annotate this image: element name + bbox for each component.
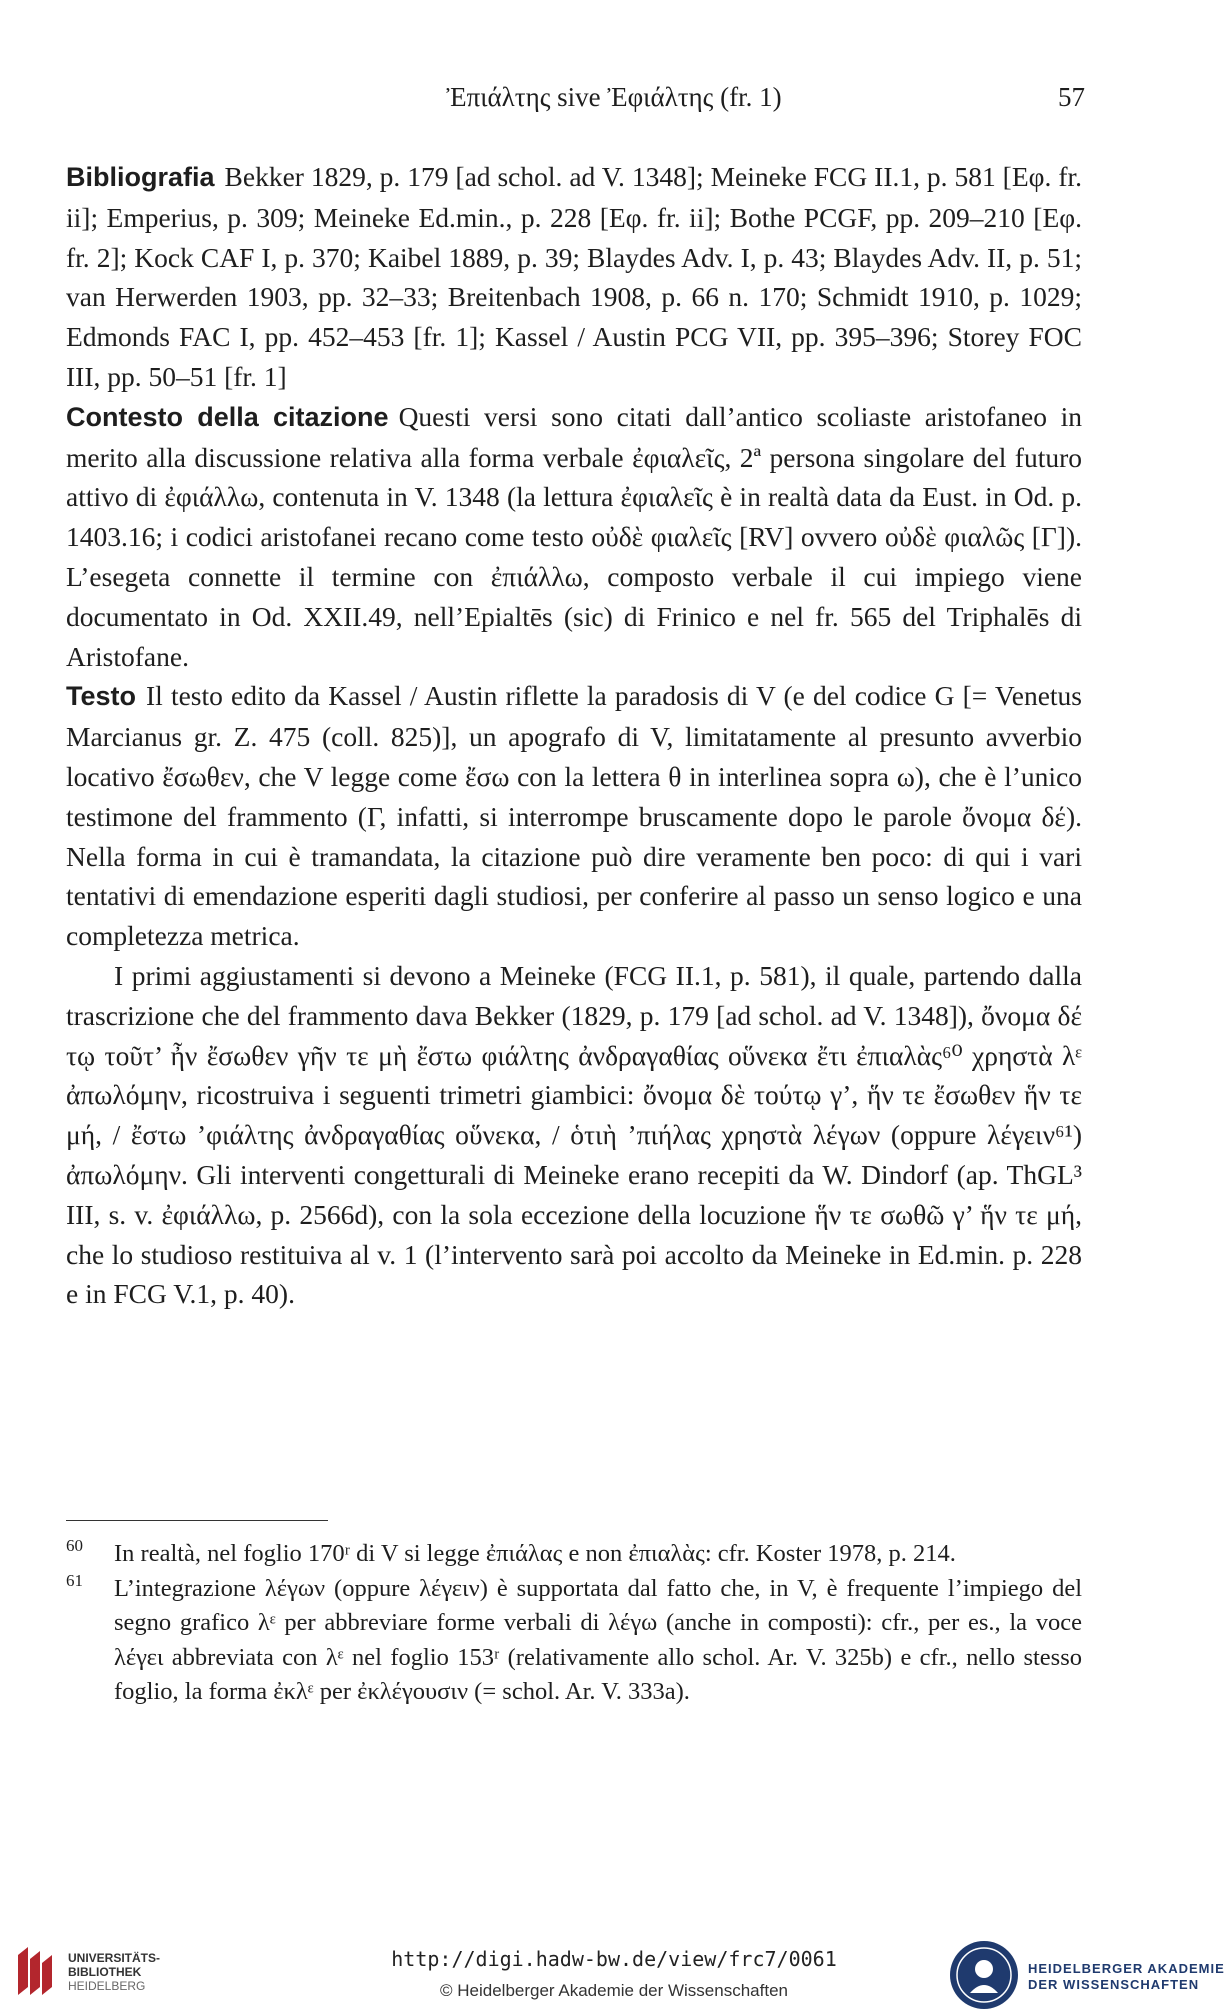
contesto-text: Questi versi sono citati dall’antico scoliaste aristofaneo in merito alla discussione relativa alla forma verbale ἐφιαλεῖς, 2ª persona singolare del futuro attivo di ἐφιάλλω, contenuta in V. 1348 (la lettura ἐφιαλεῖς è in realtà data da Eust. in Od. p. 1403.16; i codici aristofanei recano come testo οὐδὲ φιαλεῖς [RV] ovvero οὐδὲ φιαλῶς [Γ]). L’esegeta connette il termine con ἐπιάλλω, composto verbale il cui impiego viene documentato in Od. XXII.49, nell’Epialtēs (sic) di Frinico e nel fr. 565 del Triphalēs di Aristofane. — [66, 400, 1082, 672]
bibliografia-text: Bekker 1829, p. 179 [ad schol. ad V. 1348]; Meineke FCG II.1, p. 581 [Εφ. fr. ii]; Emperius, p. 309; Meineke Ed.min., p. 228 [Εφ. fr. ii]; Bothe PCGF, pp. 209–210 [Εφ. fr. 2]; Kock CAF I, p. 370; Kaibel 1889, p. 39; Blaydes Adv. I, p. 43; Blaydes Adv. II, p. 51; van Herwerden 1903, pp. 32–33; Breitenbach 1908, p. 66 n. 170; Schmidt 1910, p. 1029; Edmonds FAC I, pp. 452–453 [fr. 1]; Kassel / Austin PCG VII, pp. 395–396; Storey FOC III, pp. 50–51 [fr. 1] — [66, 161, 1082, 392]
digitization-footer — [0, 1925, 1228, 2012]
contesto-label: Contesto della citazione — [66, 401, 389, 432]
main-text — [66, 157, 1082, 1314]
library-name-line: HEIDELBERG — [68, 1979, 146, 1993]
footnote-61 — [66, 1572, 1082, 1710]
footnote-text: In realtà, nel foglio 170ʳ di V si legge ἐπιάλας e non ἐπιαλὰς: cfr. Koster 1978, p. 214. — [114, 1540, 956, 1567]
footnote-number: 60 — [66, 1536, 83, 1555]
page-number: 57 — [1058, 82, 1085, 112]
page-header — [0, 78, 1228, 118]
academy-name — [1028, 1961, 1225, 1993]
copyright-notice: © Heidelberger Akademie der Wissenschaften — [440, 1981, 788, 2000]
bibliografia-section — [66, 157, 1082, 397]
testo-section — [66, 676, 1082, 956]
contesto-section — [66, 397, 1082, 677]
bibliografia-label: Bibliografia — [66, 162, 215, 192]
body-paragraph: I primi aggiustamenti si devono a Meineke (FCG II.1, p. 581), il quale, partendo dalla trascrizione che del frammento dava Bekker (1829, p. 179 [ad schol. ad V. 1348]), ὄνομα δέ τῳ τοῦτ’ ἦν ἔσωθεν γῆν τε μὴ ἔστω φιάλτης ἀνδραγαθίας οὕνεκα ἔτι ἐπιαλὰς⁶⁰ χρηστὰ λᵋ ἀπωλόμην, ricostruiva i seguenti trimetri giambici: ὄνομα δὲ τούτῳ γ’, ἥν τε ἔσωθεν ἥν τε μή, / ἔστω ’φιάλτης ἀνδραγαθίας οὕνεκα, / ὁτιὴ ’πιήλας χρηστὰ λέγων (oppure λέγειν⁶¹) ἀπωλόμην. Gli interventi congetturali di Meineke erano recepiti da W. Dindorf (ap. ThGL³ III, s. v. ἐφιάλλω, p. 2566d), con la sola eccezione della locuzione ἥν τε σωθῶ γ’ ἥν τε μή, che lo studioso restituiva al v. 1 (l’intervento sarà poi accolto da Meineke in Ed.min. p. 228 e in FCG V.1, p. 40). — [66, 959, 1082, 1310]
academy-name-line: DER WISSENSCHAFTEN — [1028, 1977, 1200, 1992]
academy-seal-icon — [948, 1939, 1020, 2011]
footnotes — [66, 1537, 1082, 1710]
library-name-line: UNIVERSITÄTS- — [68, 1951, 161, 1965]
testo-text: Il testo edito da Kassel / Austin riflette la paradosis di V (e del codice G [= Venetus Marcianus gr. Z. 475 (coll. 825)], un apografo di V, limitatamente al presunto avverbio locativo ἔσωθεν, che V legge come ἔσω con la lettera θ in interlinea sopra ω), che è l’unico testimone del frammento (Γ, infatti, si interrompe bruscamente dopo le parole ὄνομα δέ). Nella forma in cui è tramandata, la citazione può dire veramente ben poco: di qui i vari tentativi di emendazione esperiti dagli studiosi, per conferire al passo un senso logico e una completezza metrica. — [66, 680, 1082, 952]
library-name-line: BIBLIOTHEK — [68, 1965, 142, 1979]
testo-label: Testo — [66, 681, 137, 712]
running-title: Ἐπιάλτης sive Ἐφιάλτης (fr. 1) — [446, 82, 782, 112]
footnote-text: L’integrazione λέγων (oppure λέγειν) è supportata dal fatto che, in V, è frequente l’impiego del segno grafico λᵋ per abbreviare forme verbali di λέγω (anche in composti): cfr., per es., la voce λέγει abbreviata con λᵋ nel foglio 153ʳ (relativamente allo schol. Ar. V. 325b) e cfr., nello stesso foglio, la forma ἐκλᵋ per ἐκλέγουσιν (= schol. Ar. V. 333a). — [114, 1574, 1082, 1706]
footnote-divider — [66, 1520, 328, 1521]
permalink-url[interactable]: http://digi.hadw-bw.de/view/frc7/0061 — [391, 1947, 837, 1971]
academy-name-line: HEIDELBERGER AKADEMIE — [1028, 1961, 1225, 1976]
footnote-number: 61 — [66, 1570, 83, 1590]
footnote-60 — [66, 1537, 1082, 1572]
